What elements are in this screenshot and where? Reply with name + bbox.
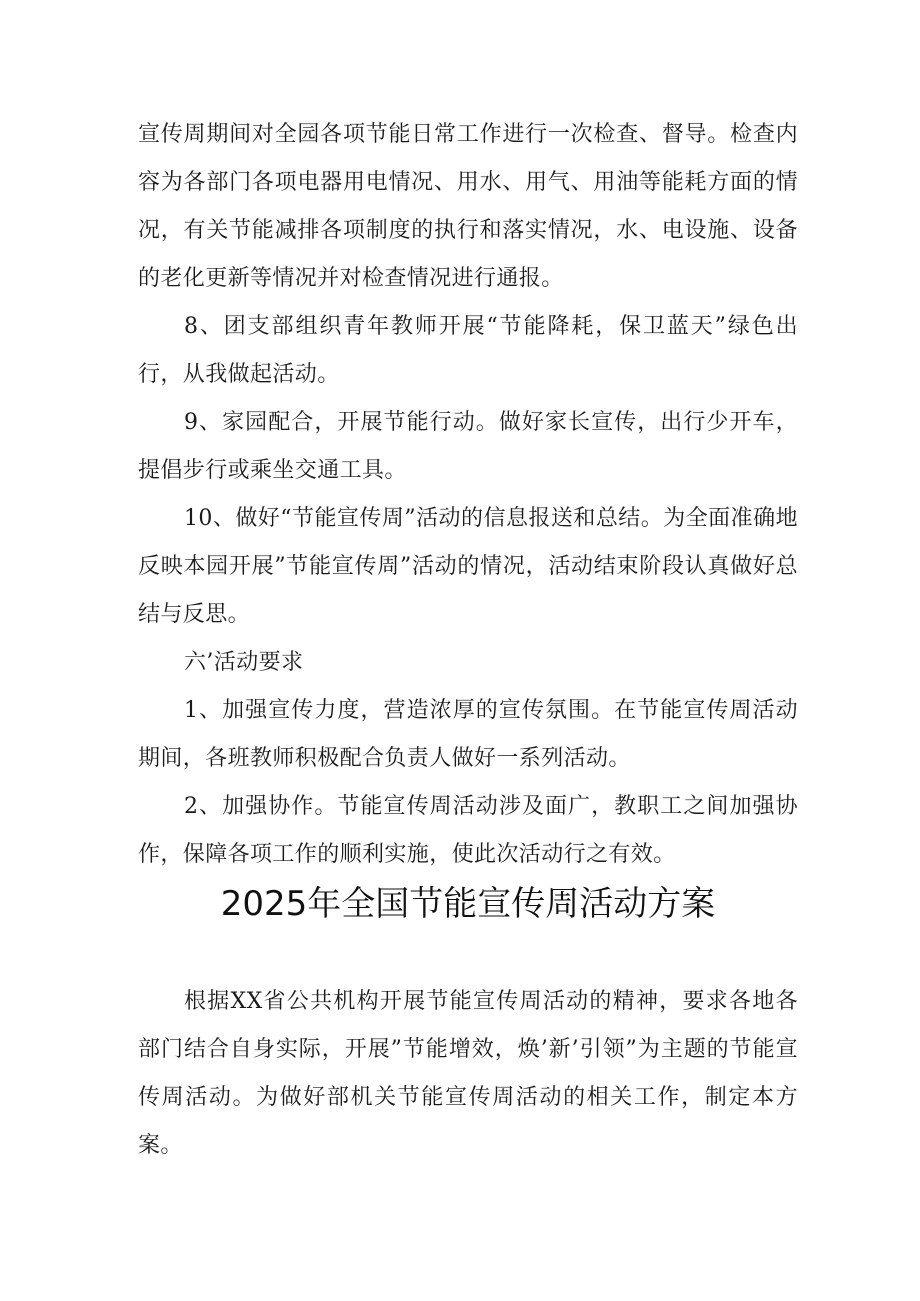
section-heading-requirements: 六’活动要求: [184, 650, 304, 675]
paragraph-item-10: 10、做好“节能宣传周”活动的信息报送和总结。为全面准确地反映本园开展”节能宣传周”活动的情况，活动结束阶段认真做好总结与反思。: [138, 506, 798, 627]
document-title: 2025年全国节能宣传周活动方案: [220, 884, 716, 924]
paragraph-item-9: 9、家园配合，开展节能行动。做好家长宣传，出行少开车，提倡步行或乘坐交通工具。: [138, 410, 798, 483]
paragraph-introduction: 根据XX省公共机构开展节能宣传周活动的精神，要求各地各部门结合自身实际，开展”节能增效，焕’新’引领”为主题的节能宣传周活动。为做好部机关节能宣传周活动的相关工作，制定本方案。: [138, 989, 798, 1158]
paragraph-requirement-2: 2、加强协作。节能宣传周活动涉及面广，教职工之间加强协作，保障各项工作的顺利实施，使此次活动行之有效。: [138, 794, 798, 867]
paragraph-inspection-continued: 宣传周期间对全园各项节能日常工作进行一次检查、督导。检查内容为各部门各项电器用电情况、用水、用气、用油等能耗方面的情况，有关节能减排各项制度的执行和落实情况，水、电设施、设备的老化更新等情况并对检查情况进行通报。: [138, 122, 798, 291]
bottom-text-block: [138, 978, 798, 1170]
paragraph-item-8: 8、团支部组织青年教师开展“节能降耗，保卫蓝天”绿色出行，从我做起活动。: [138, 314, 798, 387]
paragraph-requirement-1: 1、加强宣传力度，营造浓厚的宣传氛围。在节能宣传周活动期间，各班教师积极配合负责人做好一系列活动。: [138, 698, 798, 771]
top-text-block: [138, 111, 798, 879]
